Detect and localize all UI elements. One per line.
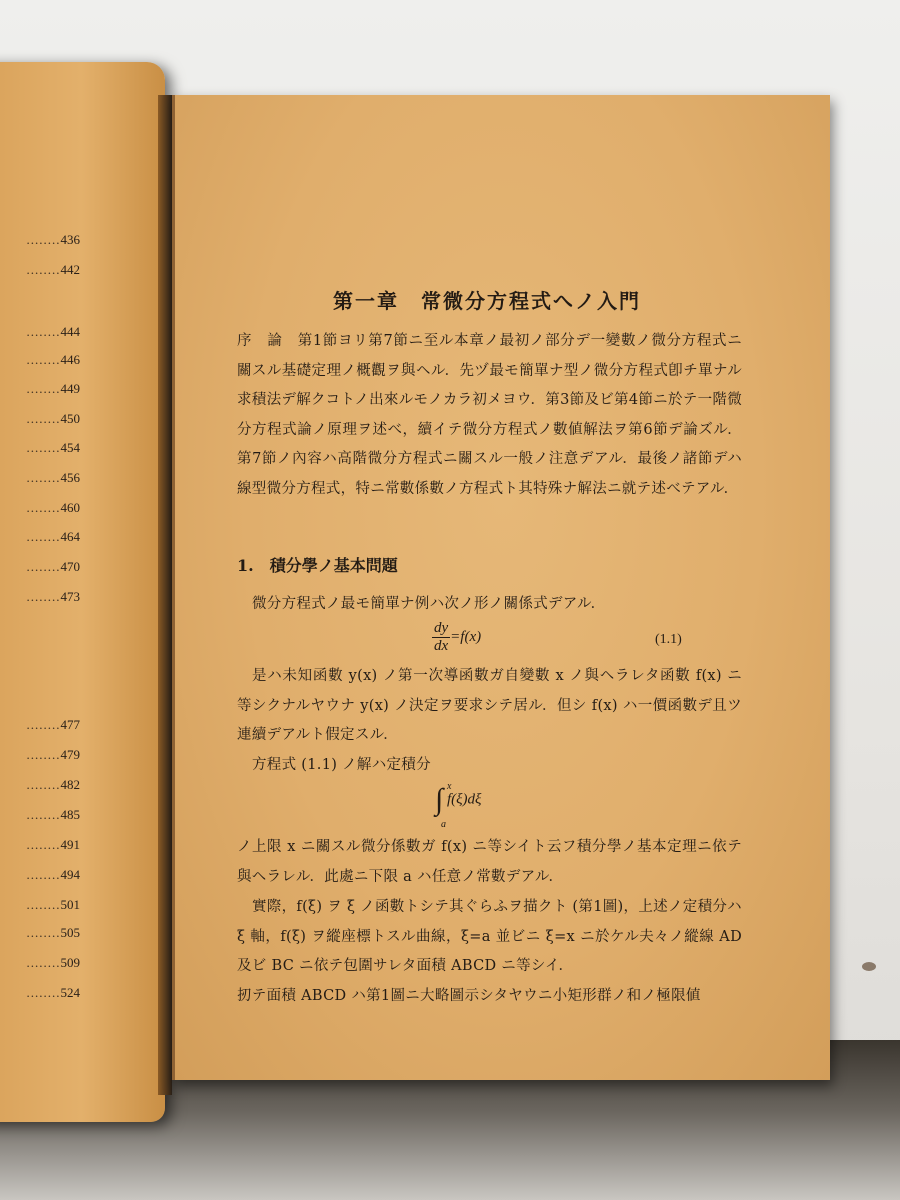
toc-entry [0, 985, 80, 1003]
toc-page-number: 464 [60, 529, 80, 544]
toc-entry [0, 807, 80, 825]
integral-upper-limit: x [447, 781, 452, 792]
equation-1-1 [432, 620, 481, 655]
toc-page-number: 449 [60, 381, 80, 396]
toc-leader-dots: ........ [26, 411, 61, 426]
equation-number: (1.1) [655, 632, 682, 647]
toc-leader-dots: ........ [26, 262, 61, 277]
toc-leader-dots: ........ [26, 529, 61, 544]
toc-leader-dots: ........ [26, 955, 61, 970]
toc-leader-dots: ........ [26, 470, 61, 485]
toc-page-number: 479 [60, 747, 80, 762]
toc-entry [0, 717, 80, 735]
toc-entry [0, 867, 80, 885]
toc-page-number: 482 [60, 777, 80, 792]
toc-page-number: 509 [60, 955, 80, 970]
toc-entry [0, 440, 80, 458]
toc-leader-dots: ........ [26, 559, 61, 574]
toc-entry [0, 897, 80, 915]
paragraph-4: ノ上限 x ニ關スル微分係數ガ f(x) ニ等シイト云フ積分學ノ基本定理ニ依テ與ヘラレル．此處ニ下限 a ハ任意ノ常數デアル． [237, 839, 742, 885]
toc-leader-dots: ........ [26, 867, 61, 882]
toc-entry [0, 500, 80, 518]
toc-entry [0, 262, 80, 280]
toc-page-number: 446 [60, 352, 80, 367]
toc-page-number: 524 [60, 985, 80, 1000]
intro-paragraph: 序 論 第1節ヨリ第7節ニ至ル本章ノ最初ノ部分デ一變數ノ微分方程式ニ關スル基礎定理ノ概觀ヲ與ヘル．先ヅ最モ簡單ナ型ノ微分方程式卽チ單ナル求積法デ解クコトノ出來ルモノカラ初メヨウ．第3節及ビ第4節ニ於テ一階微分方程式論ノ原理ヲ述べ，續イテ微分方程式ノ數値解法ヲ第6節デ論ズル．第7節ノ內容ハ高階微分方程式ニ關スル一般ノ注意デアル．最後ノ諸節デハ線型微分方程式，特ニ常數係數ノ方程式ト其特殊ナ解法ニ就テ述べテアル． [237, 333, 742, 497]
toc-page-number: 491 [60, 837, 80, 852]
definite-integral [435, 781, 482, 830]
toc-entry [0, 232, 80, 250]
toc-entry [0, 470, 80, 488]
toc-entry [0, 747, 80, 765]
toc-page-number: 460 [60, 500, 80, 515]
toc-leader-dots: ........ [26, 985, 61, 1000]
toc-entry [0, 529, 80, 547]
toc-page-number: 470 [60, 559, 80, 574]
paragraph-5: 實際，f(ξ) ヲ ξ ノ函數トシテ其ぐらふヲ描クト (第1圖)，上述ノ定積分ハ ξ 軸，f(ξ) ヲ縱座標トスル曲線，ξ=a 並ビニ ξ=x ニ於ケル夫々ノ縱線 AD 及ビ BC ニ依テ包圍サレタ面積 ABCD ニ等シイ． [237, 899, 742, 974]
sentence-3: 方程式 (1.1) ノ解ハ定積分 [252, 757, 431, 773]
toc-page-number: 436 [60, 232, 80, 247]
toc-page-number: 494 [60, 867, 80, 882]
toc-leader-dots: ........ [26, 807, 61, 822]
toc-leader-dots: ........ [26, 747, 61, 762]
toc-entry [0, 837, 80, 855]
toc-page-number: 456 [60, 470, 80, 485]
toc-leader-dots: ........ [26, 837, 61, 852]
left-page [0, 62, 165, 1122]
toc-page-number: 485 [60, 807, 80, 822]
toc-entry [0, 381, 80, 399]
toc-entry [0, 955, 80, 973]
chapter-title: 第一章 常微分方程式へノ入門 [333, 289, 641, 313]
toc-leader-dots: ........ [26, 897, 61, 912]
integral-body: f(ξ)dξ [446, 791, 482, 808]
toc-leader-dots: ........ [26, 381, 61, 396]
toc-leader-dots: ........ [26, 777, 61, 792]
paragraph-6: 扨テ面積 ABCD ハ第1圖ニ大略圖示シタヤウニ小矩形群ノ和ノ極限値 [237, 988, 701, 1004]
toc-leader-dots: ........ [26, 440, 61, 455]
toc-leader-dots: ........ [26, 352, 61, 367]
toc-page-number: 477 [60, 717, 80, 732]
sentence-1: 微分方程式ノ最モ簡單ナ例ハ次ノ形ノ關係式デアル． [252, 596, 606, 612]
toc-entry [0, 589, 80, 607]
toc-entry [0, 324, 80, 342]
toc-leader-dots: ........ [26, 925, 61, 940]
paragraph-2: 是ハ未知函數 y(x) ノ第一次導函數ガ自變數 x ノ與ヘラレタ函數 f(x) ニ等シクナルヤウナ y(x) ノ決定ヲ要求シテ居ル．但シ f(x) ハ一價函數デ且ツ連續デアルト假定スル． [237, 668, 742, 743]
toc-entry [0, 411, 80, 429]
toc-entry [0, 925, 80, 943]
right-page [172, 95, 830, 1080]
integral-lower-limit: a [441, 819, 446, 830]
toc-page-number: 442 [60, 262, 80, 277]
integral-sign: ∫ [435, 783, 444, 816]
eq1-rhs: =f(x) [450, 629, 482, 645]
toc-entry [0, 777, 80, 795]
toc-page-number: 505 [60, 925, 80, 940]
toc-page-number: 450 [60, 411, 80, 426]
toc-entry [0, 559, 80, 577]
toc-page-number: 501 [60, 897, 80, 912]
toc-leader-dots: ........ [26, 717, 61, 732]
book-gutter [158, 95, 172, 1095]
toc-page-number: 454 [60, 440, 80, 455]
toc-page-number: 473 [60, 589, 80, 604]
toc-leader-dots: ........ [26, 500, 61, 515]
eq1-numerator: dy [434, 620, 449, 636]
toc-leader-dots: ........ [26, 589, 61, 604]
toc-leader-dots: ........ [26, 324, 61, 339]
paper-stain [862, 962, 876, 971]
section-heading: 1. 積分學ノ基本問題 [237, 556, 398, 575]
eq1-denominator: dx [434, 638, 449, 654]
toc-page-number: 444 [60, 324, 80, 339]
toc-entry [0, 352, 80, 370]
toc-leader-dots: ........ [26, 232, 61, 247]
